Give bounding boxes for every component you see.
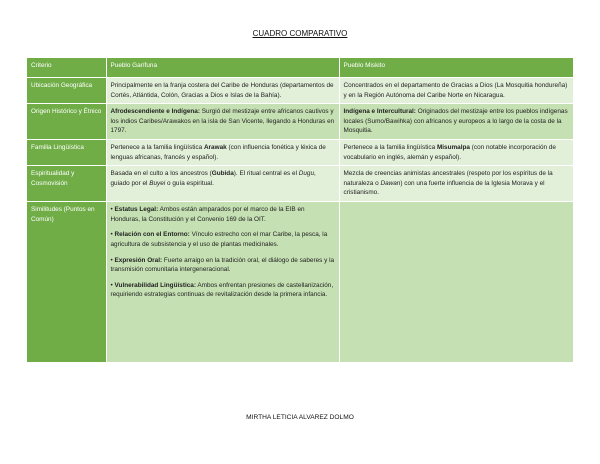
criterio-espiritualidad: Espiritualidad y Cosmovisión [27, 166, 106, 202]
bullet-mark: • [110, 281, 113, 289]
miskito-familia-name: Misumalpa [436, 144, 470, 152]
bullet-mark: • [110, 231, 113, 239]
bullet-text: Vínculo estrecho con el mar Caribe, la pesca, la agricultura de subsistencia y el uso de plantas medicinales. [110, 231, 328, 248]
garifuna-familia-name: Arawak [203, 144, 227, 152]
miskito-familia-post: (con notable incorporación de vocabulario en inglés, alemán y español). [343, 144, 556, 161]
criterio-ubicacion: Ubicación Geográfica [27, 78, 106, 104]
miskito-familia [339, 140, 573, 166]
header-miskito: Pueblo Miskito [339, 58, 573, 78]
garifuna-origen-text: Surgió del mestizaje entre africanos cautivos y los indios Caribes/Arawakos en la isla de San Vicente, llegando a Honduras en 1797. [110, 108, 335, 135]
header-garifuna: Pueblo Garífuna [106, 58, 339, 78]
garifuna-espiritualidad [106, 166, 339, 202]
garifuna-esp-dugu: Dugu [298, 170, 315, 178]
similitudes-list [106, 202, 339, 363]
garifuna-esp-t1: Basada en el culto a los ancestros ( [110, 170, 212, 178]
bullet-label: Estatus Legal: [114, 206, 159, 214]
row-familia [27, 140, 573, 166]
bullet-label: Expresión Oral: [114, 256, 163, 264]
row-espiritualidad [27, 166, 573, 202]
miskito-esp-dawan: Dawan [380, 179, 401, 187]
miskito-familia-pre: Pertenece a la familia lingüística [343, 144, 437, 152]
comparison-table [27, 58, 574, 363]
garifuna-esp-gubida: Gubida [211, 170, 234, 178]
miskito-espiritualidad [339, 166, 573, 202]
garifuna-origen [106, 104, 339, 140]
garifuna-origen-label: Afrodescendiente e Indígena: [110, 108, 200, 116]
garifuna-familia-post: (con influencia fonética y léxica de lenguas africanas, francés y español). [110, 144, 326, 161]
row-ubicacion [27, 78, 573, 104]
garifuna-esp-t2: ). El ritual central es el [233, 170, 299, 178]
header-criterio: Criterio [27, 58, 106, 78]
document-title: CUADRO COMPARATIVO [252, 29, 348, 38]
miskito-origen-label: Indígena e Intercultural: [343, 108, 416, 116]
table-header-row [27, 58, 573, 78]
miskito-esp-t2: ) con una fuerte influencia de la Iglesia Morava y el cristianismo. [343, 179, 545, 197]
criterio-similitudes: Similitudes (Puntos en Común) [27, 202, 106, 363]
list-item [111, 230, 336, 249]
bullet-mark: • [110, 206, 113, 214]
list-item [111, 256, 336, 275]
bullet-mark: • [110, 256, 113, 264]
miskito-esp-t1: Mezcla de creencias animistas ancestrales (respeto por los espíritus de la naturaleza o [343, 170, 553, 187]
list-item [111, 205, 336, 224]
similitudes-empty-cell [339, 202, 573, 363]
garifuna-familia [106, 140, 339, 166]
miskito-origen [339, 104, 573, 140]
list-item [111, 281, 336, 300]
bullet-text: Fuerte arraigo en la tradición oral, el diálogo de saberes y la transmisión comunitaria intergeneracional. [110, 256, 335, 274]
garifuna-familia-pre: Pertenece a la familia lingüística [110, 144, 204, 152]
row-origen [27, 104, 573, 140]
bullet-text: Ambos están amparados por el marco de la EIB en Honduras, la Constitución y el Convenio 169 de la OIT. [110, 206, 305, 223]
criterio-familia: Familia Lingüística [27, 140, 106, 166]
garifuna-esp-t4: o guía espiritual. [165, 179, 214, 187]
row-similitudes [27, 202, 573, 363]
bullet-label: Relación con el Entorno: [114, 231, 190, 239]
criterio-origen: Origen Histórico y Étnico [27, 104, 106, 140]
miskito-ubicacion: Concentrados en el departamento de Gracias a Dios (La Mosquitia hondureña) y en la Región Autónoma del Caribe Norte en Nicaragua. [339, 78, 573, 104]
garifuna-ubicacion: Principalmente en la franja costera del Caribe de Honduras (departamentos de Cortés, Atlántida, Colón, Gracias a Dios e Islas de la Bahía). [106, 78, 339, 104]
garifuna-esp-t3: , guiado por el [110, 170, 316, 187]
bullet-text: Ambos enfrentan presiones de castellanización, requiriendo estrategias continuas de revitalización desde la primera infancia. [110, 281, 334, 299]
miskito-origen-text: Originados del mestizaje entre los pueblos indígenas locales (Sumo/Bawihka) con africanos y europeos a lo largo de la costa de la Mosquitia. [343, 108, 568, 135]
garifuna-esp-buyei: Buyei [149, 179, 166, 187]
bullet-label: Vulnerabilidad Lingüística: [114, 281, 196, 289]
author-name: MIRTHA LETICIA ALVAREZ DOLMO [246, 414, 354, 421]
